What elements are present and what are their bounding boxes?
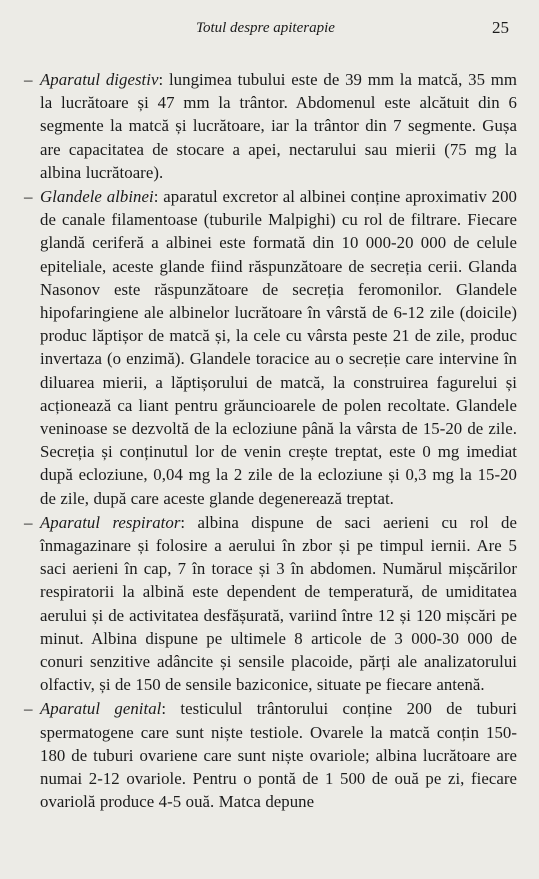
running-title: Totul despre apiterapie	[196, 20, 335, 36]
entry-body: : lungimea tubului este de 39 mm la matcă, 35 mm la lucrătoare și 47 mm la trântor. Abdomenul este alcătuit din 6 segmente la matcă și lucrătoare, iar la trântor din 7 segmente. Gușa are capacitatea de stocare a apei, nectarului sau mierii (75 mg la albina lucrătoare).	[40, 70, 518, 182]
running-head	[24, 18, 517, 46]
entry-list	[24, 68, 517, 814]
entry-body: : aparatul excretor al albinei conține aproximativ 200 de canale filamentoase (tuburile Malpighi) cu rol de filtrare. Fiecare glandă ceriferă a albinei este formată din 10 000-20 000 de celule epiteliale, aceste glande fiind răspunzătoare de secreția cerii. Glanda Nasonov este răspunzătoare de secreția feromonilor. Glandele hipofaringiene ale albinelor lucrătoare în vârstă de 6-12 zile (doicile) produc lăptișor de matcă și, la cele cu vârsta peste 21 de zile, produc invertaza (o enzimă). Glandele toracice au o secreție care intervine în diluarea mierii, a lăptișorului de matcă, la construirea fagurelui și acționează ca liant pentru grăuncioarele de polen recoltate. Glandele veninoase se dezvoltă de la ecloziune până la vârsta de 15-20 de zile. Secreția și conținutul lor de venin crește treptat, este 0 mg imediat după ecloziune, 0,04 mg la 2 zile de la ecloziune și 0,3 mg la 15-20 de zile, după care aceste glande degenerează treptat.	[40, 187, 518, 508]
entry-paragraph	[40, 185, 517, 510]
entry-dash: –	[24, 70, 33, 89]
entry-term: Glandele albinei	[40, 187, 154, 207]
entry-respiratory	[24, 511, 517, 697]
entry-dash: –	[24, 699, 33, 719]
entry-term: Aparatul respirator	[40, 512, 181, 532]
entry-paragraph	[40, 697, 517, 813]
entry-paragraph	[40, 511, 517, 697]
entry-paragraph	[40, 68, 517, 184]
page-number: 25	[492, 18, 509, 37]
entry-genital	[24, 697, 517, 813]
entry-digestive	[24, 68, 517, 184]
entry-body: : testiculul trântorului conține 200 de tuburi spermatogene care sunt niște testiole. Ovarele la matcă conțin 150-180 de tuburi ovariene care sunt niște ovariole; albina lucrătoare are numai 2-12 ovariole. Pentru o pontă de 1 500 de ouă pe zi, fiecare ovariolă produce 4-5 ouă. Matca depune	[40, 699, 517, 812]
entry-term: Aparatul genital	[40, 699, 162, 719]
entry-body: : albina dispune de saci aerieni cu rol de înmagazinare și folosire a aerului în zbor și pe timpul iernii. Are 5 saci aerieni în cap, 7 în torace și 3 în abdomen. Numărul mișcărilor respiratorii la albină este dependent de temperatură, de umiditatea aerului și de activitatea desfășurată, variind între 12 și 120 mișcări pe minut. Albina dispune pe ultimele 8 articole de 3 000-30 000 de conuri senzitive adâncite și sensile placoide, părți ale analizatorului olfactiv, și de 150 de sensile baziconice, situate pe fiecare antenă.	[40, 512, 517, 695]
entry-dash: –	[24, 512, 33, 532]
entry-term: Aparatul digestiv	[40, 70, 159, 89]
entry-glands	[24, 185, 517, 510]
entry-dash: –	[24, 187, 33, 207]
